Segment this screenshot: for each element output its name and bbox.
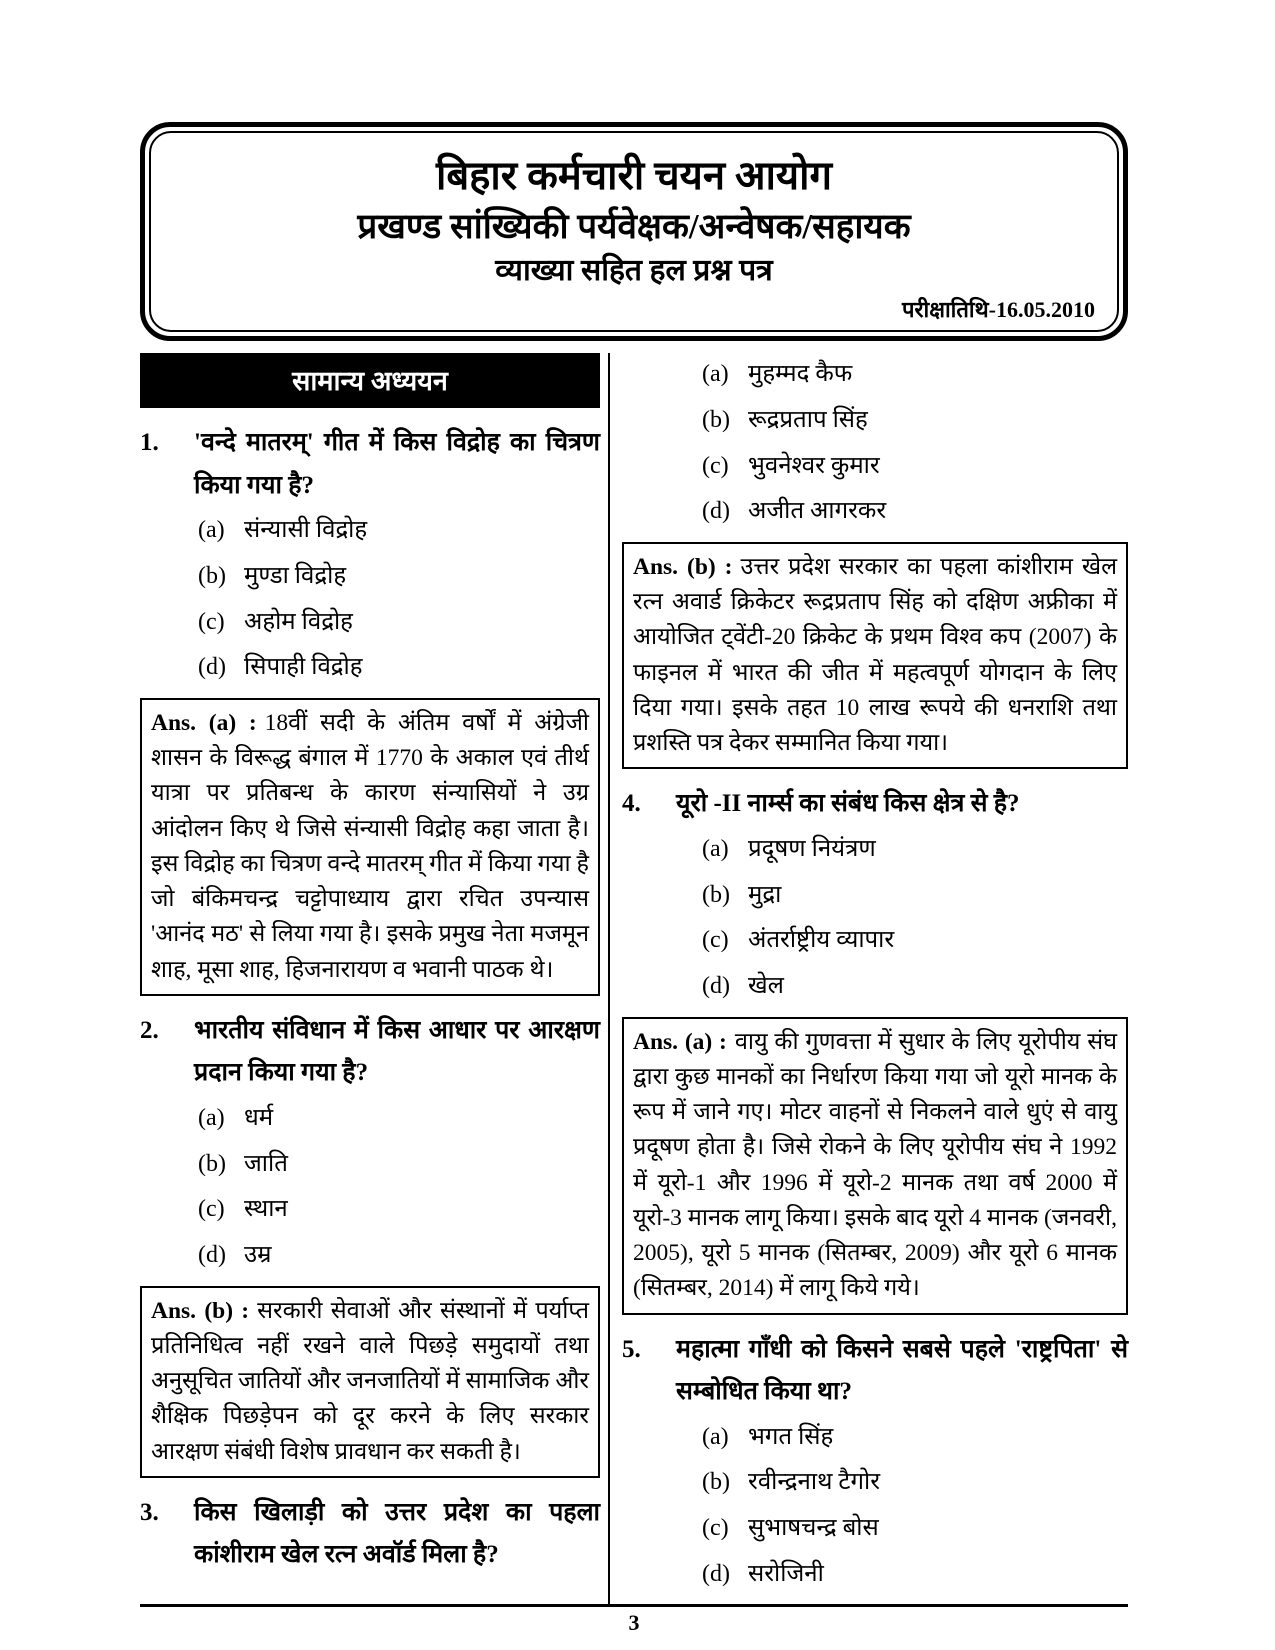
option-text: अंतर्राष्ट्रीय व्यापार bbox=[748, 927, 895, 954]
answer-text: सरकारी सेवाओं और संस्थानों में पर्याप्त प्रतिनिधित्व नहीं रखने वाले पिछड़े समुदायों तथा अनुसूचित जातियों और जनजातियों में सामाजिक और शैक्षिक पिछड़ेपन को दूर करने के लिए सरकार आरक्षण संबंधी विशेष प्रावधान कर सकती है। bbox=[151, 1297, 590, 1465]
option-label: (c) bbox=[702, 1514, 729, 1541]
page-number: 3 bbox=[628, 1610, 640, 1636]
page-content bbox=[140, 122, 1128, 1636]
question-4 bbox=[622, 783, 1128, 826]
question-3 bbox=[140, 1492, 600, 1577]
option-label: (d) bbox=[198, 1241, 226, 1268]
question-2-option-d bbox=[198, 1240, 600, 1272]
option-text: रवीन्द्रनाथ टैगोर bbox=[748, 1469, 881, 1496]
answer-box-3 bbox=[622, 542, 1128, 770]
paper-subtitle: व्याख्या सहित हल प्रश्न पत्र bbox=[495, 254, 773, 288]
option-text: स्थान bbox=[244, 1196, 288, 1223]
question-number: 3. bbox=[140, 1498, 159, 1526]
question-1-option-b bbox=[198, 561, 600, 593]
question-text: भारतीय संविधान में किस आधार पर आरक्षण प्रदान किया गया है? bbox=[194, 1016, 600, 1087]
question-number: 4. bbox=[622, 790, 641, 818]
option-text: सुभाषचन्द्र बोस bbox=[748, 1514, 879, 1541]
option-label: (d) bbox=[198, 654, 226, 681]
option-label: (a) bbox=[198, 517, 225, 544]
question-2 bbox=[140, 1010, 600, 1095]
question-5-option-d bbox=[702, 1559, 1128, 1591]
question-number: 1. bbox=[140, 429, 159, 457]
question-2-option-c bbox=[198, 1194, 600, 1226]
answer-box-2 bbox=[140, 1286, 600, 1478]
option-label: (c) bbox=[198, 1196, 225, 1223]
answer-text: उत्तर प्रदेश सरकार का पहला कांशीराम खेल रत्न अवार्ड क्रिकेटर रूद्रप्रताप सिंह को दक्षिण अफ्रीका में आयोजित ट्वेंटी-20 क्रिकेट के प्रथम विश्व कप (2007) के फाइनल में भारत की जीत में महत्वपूर्ण योगदान के लिए दिया गया। इसके तहत 10 लाख रूपये की धनराशि तथा प्रशस्ति पत्र देकर सम्मानित किया गया। bbox=[633, 553, 1117, 757]
answer-text: 18वीं सदी के अंतिम वर्षों में अंग्रेजी शासन के विरूद्ध बंगाल में 1770 के अकाल एवं तीर्थ यात्रा पर प्रतिबन्ध के कारण संन्यासियों ने उग्र आंदोलन किए थे जिसे संन्यासी विद्रोह कहा जाता है। इस विद्रोह का चित्रण वन्दे मातरम् गीत में किया गया है जो बंकिमचन्द्र चट्टोपाध्याय द्वारा रचित उपन्यास 'आनंद मठ' से लिया गया है। इसके प्रमुख नेता मजमून शाह, मूसा शाह, हिजनारायण व भवानी पाठक थे। bbox=[151, 709, 589, 983]
answer-box-4 bbox=[622, 1017, 1128, 1315]
question-text: 'वन्दे मातरम्' गीत में किस विद्रोह का चित्रण किया गया है? bbox=[194, 429, 600, 499]
question-1-option-a bbox=[198, 515, 600, 547]
option-text: सिपाही विद्रोह bbox=[244, 654, 363, 681]
option-label: (d) bbox=[702, 498, 730, 525]
option-label: (a) bbox=[198, 1104, 225, 1131]
header-box bbox=[140, 122, 1128, 341]
question-1-option-d bbox=[198, 652, 600, 684]
option-text: अजीत आगरकर bbox=[748, 498, 887, 525]
option-text: मुद्रा bbox=[748, 881, 782, 908]
option-text: धर्म bbox=[244, 1104, 274, 1131]
question-number: 5. bbox=[622, 1335, 641, 1363]
question-2-option-b bbox=[198, 1149, 600, 1181]
option-label: (a) bbox=[702, 361, 729, 388]
option-text: उम्र bbox=[244, 1241, 272, 1268]
footer-divider bbox=[140, 1604, 1128, 1607]
option-text: प्रदूषण नियंत्रण bbox=[748, 835, 876, 862]
exam-date: परीक्षातिथि-16.05.2010 bbox=[902, 297, 1095, 323]
question-3-option-a bbox=[702, 359, 1128, 391]
header-box-inner bbox=[149, 131, 1119, 332]
question-4-option-b bbox=[702, 880, 1128, 912]
question-5-option-b bbox=[702, 1467, 1128, 1499]
option-text: संन्यासी विद्रोह bbox=[244, 517, 368, 544]
right-column bbox=[608, 353, 1128, 1604]
option-label: (b) bbox=[702, 406, 730, 433]
question-2-option-a bbox=[198, 1103, 600, 1135]
option-text: मुण्डा विद्रोह bbox=[244, 562, 347, 589]
answer-label: Ans. (b) : bbox=[633, 553, 733, 580]
option-label: (c) bbox=[198, 608, 225, 635]
question-3-option-c bbox=[702, 451, 1128, 483]
question-4-option-d bbox=[702, 971, 1128, 1003]
question-5-option-a bbox=[702, 1422, 1128, 1454]
option-label: (b) bbox=[198, 1150, 226, 1177]
option-label: (c) bbox=[702, 927, 729, 954]
question-3-option-d bbox=[702, 496, 1128, 528]
option-label: (a) bbox=[702, 835, 729, 862]
section-header: सामान्य अध्ययन bbox=[140, 353, 600, 408]
option-text: रूद्रप्रताप सिंह bbox=[748, 406, 868, 433]
answer-label: Ans. (b) : bbox=[151, 1297, 250, 1324]
option-text: सरोजिनी bbox=[748, 1560, 824, 1587]
option-text: भुवनेश्वर कुमार bbox=[748, 452, 880, 479]
option-text: भगत सिंह bbox=[748, 1423, 834, 1450]
option-text: अहोम विद्रोह bbox=[244, 608, 353, 635]
option-label: (d) bbox=[702, 1560, 730, 1587]
question-4-option-c bbox=[702, 925, 1128, 957]
answer-text: वायु की गुणवत्ता में सुधार के लिए यूरोपीय संघ द्वारा कुछ मानकों का निर्धारण किया गया जो यूरो मानक के रूप में जाने गए। मोटर वाहनों से निकलने वाले धुएं से वायु प्रदूषण होता है। जिसे रोकने के लिए यूरोपीय संघ ने 1992 में यूरो-1 और 1996 में यूरो-2 मानक तथा वर्ष 2000 में यूरो-3 मानक लागू किया। इसके बाद यूरो 4 मानक (जनवरी, 2005), यूरो 5 मानक (सितम्बर, 2009) और यूरो 6 मानक (सितम्बर, 2014) में लागू किये गये। bbox=[633, 1028, 1117, 1302]
answer-label: Ans. (a) : bbox=[633, 1028, 727, 1055]
option-text: जाति bbox=[244, 1150, 288, 1177]
post-title: प्रखण्ड सांख्यिकी पर्यवेक्षक/अन्वेषक/सहायक bbox=[357, 207, 911, 246]
question-text: किस खिलाड़ी को उत्तर प्रदेश का पहला कांशीराम खेल रत्न अवॉर्ड मिला है? bbox=[194, 1498, 600, 1569]
option-label: (d) bbox=[702, 972, 730, 999]
question-4-option-a bbox=[702, 834, 1128, 866]
answer-box-1 bbox=[140, 698, 600, 996]
answer-label: Ans. (a) : bbox=[151, 709, 257, 736]
question-5 bbox=[622, 1329, 1128, 1414]
two-column-body bbox=[140, 353, 1128, 1604]
question-1 bbox=[140, 422, 600, 507]
question-text: यूरो -II नार्म्स का संबंध किस क्षेत्र से है? bbox=[676, 790, 1020, 818]
option-label: (b) bbox=[702, 881, 730, 908]
question-5-option-c bbox=[702, 1513, 1128, 1545]
option-text: खेल bbox=[748, 972, 784, 999]
option-label: (b) bbox=[198, 562, 226, 589]
question-1-option-c bbox=[198, 607, 600, 639]
question-number: 2. bbox=[140, 1016, 159, 1044]
option-label: (b) bbox=[702, 1469, 730, 1496]
option-label: (a) bbox=[702, 1423, 729, 1450]
question-3-option-b bbox=[702, 405, 1128, 437]
commission-title: बिहार कर्मचारी चयन आयोग bbox=[435, 153, 833, 198]
option-label: (c) bbox=[702, 452, 729, 479]
left-column bbox=[140, 353, 608, 1604]
option-text: मुहम्मद कैफ bbox=[748, 361, 853, 388]
question-text: महात्मा गाँधी को किसने सबसे पहले 'राष्ट्रपिता' से सम्बोधित किया था? bbox=[676, 1335, 1128, 1406]
